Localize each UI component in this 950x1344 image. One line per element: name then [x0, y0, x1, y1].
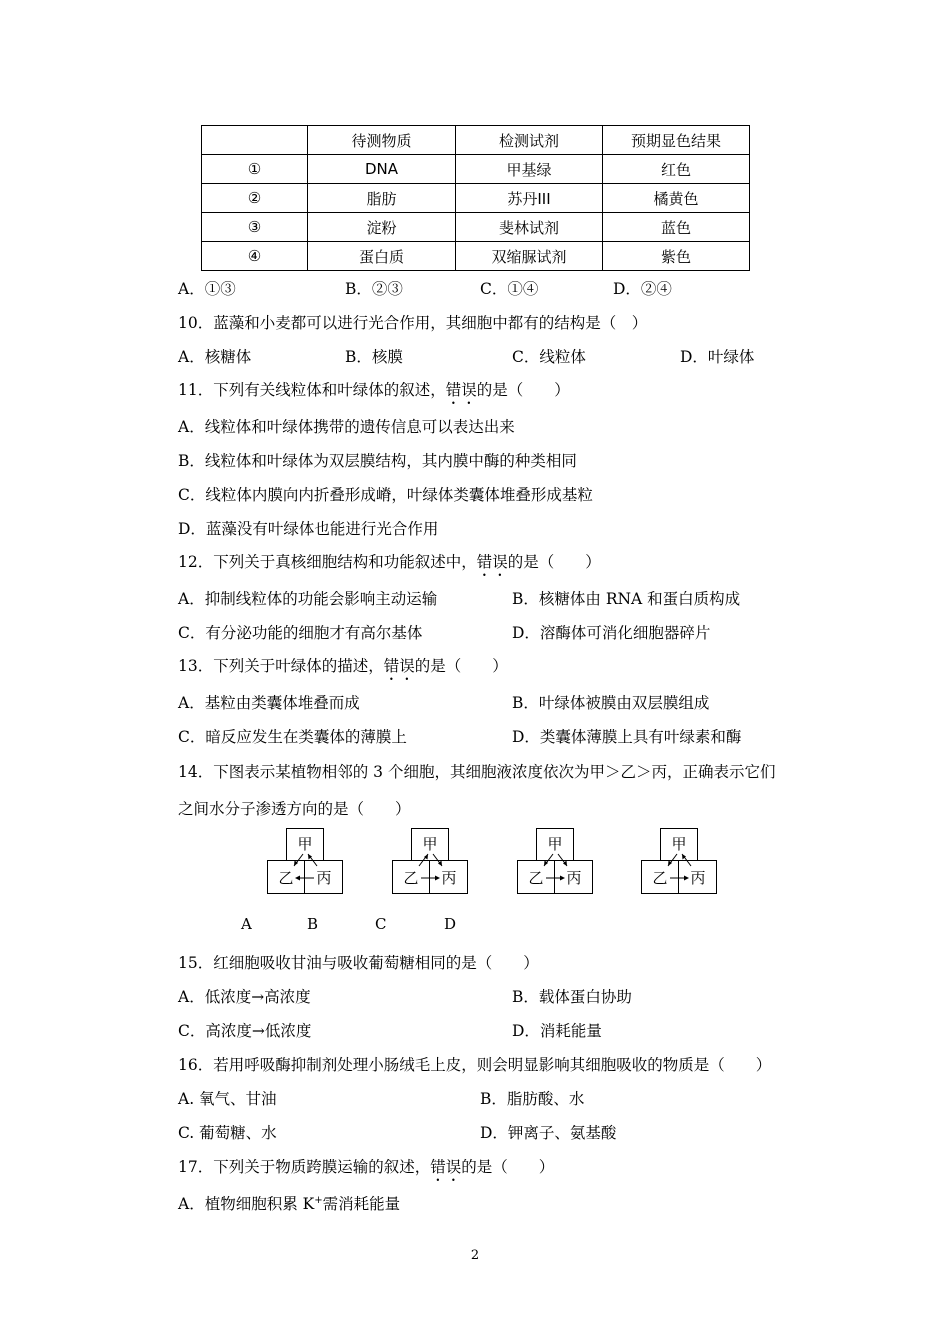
q13-option-b: B．叶绿体被膜由双层膜组成 — [512, 694, 710, 712]
table-cell: 斐林试剂 — [456, 213, 603, 242]
arrow-head — [684, 876, 689, 881]
table-cell: 待测物质 — [308, 126, 456, 155]
table-header-row — [202, 126, 750, 155]
q13-option-d: D．类囊体薄膜上具有叶绿素和酶 — [512, 728, 742, 746]
q14-label-d: D — [444, 915, 457, 933]
q14-diagram-c — [517, 828, 593, 895]
q9-option-a: A．①③ — [178, 280, 236, 298]
q12-option-d: D．溶酶体可消化细胞器碎片 — [512, 624, 711, 642]
q11-stem — [178, 378, 570, 408]
q12-emphasis: 错误 — [476, 553, 508, 571]
table-row — [202, 184, 750, 213]
q12-stem-pre: 12．下列关于真核细胞结构和功能叙述中， — [178, 553, 477, 571]
table-cell: ④ — [202, 242, 308, 271]
q13-stem-post: 的是（ ） — [414, 657, 508, 675]
page-number: 2 — [470, 1248, 480, 1263]
cell-jia-label: 甲 — [671, 835, 687, 853]
reagent-table — [201, 125, 750, 271]
q17-option-a-superscript: + — [314, 1194, 323, 1206]
q17-emphasis: 错误 — [430, 1158, 462, 1176]
q16-option-a: A. 氧气、甘油 — [178, 1090, 277, 1108]
q14-diagram-a — [267, 828, 343, 895]
table-row — [202, 155, 750, 184]
q17-option-a-text-post: 需消耗能量 — [322, 1195, 401, 1213]
cell-bing-label: 丙 — [316, 869, 332, 887]
q15-option-c: C．高浓度→低浓度 — [178, 1022, 312, 1040]
q9-option-b: B．②③ — [345, 280, 403, 298]
q14-label-a: A — [241, 915, 252, 933]
q16-option-b: B．脂肪酸、水 — [480, 1090, 585, 1108]
q11-emphasis: 错误 — [445, 381, 477, 399]
cell-yi-label: 乙 — [652, 869, 668, 887]
q12-option-a: A．抑制线粒体的功能会影响主动运输 — [178, 590, 438, 608]
table-cell: 橘黄色 — [603, 184, 750, 213]
table-cell: 紫色 — [603, 242, 750, 271]
diagram-d-svg — [641, 828, 717, 895]
table-cell: 蛋白质 — [308, 242, 456, 271]
q16-option-d: D．钾离子、氨基酸 — [480, 1124, 617, 1142]
table-cell: 苏丹III — [456, 184, 603, 213]
table-cell: ② — [202, 184, 308, 213]
table-cell: DNA — [308, 155, 456, 184]
q16-stem: 16．若用呼吸酶抑制剂处理小肠绒毛上皮，则会明显影响其细胞吸收的物质是（ ） — [178, 1056, 772, 1074]
cell-bing-label: 丙 — [566, 869, 582, 887]
table-cell: 脂肪 — [308, 184, 456, 213]
table-row — [202, 242, 750, 271]
q11-option-b: B．线粒体和叶绿体为双层膜结构，其内膜中酶的种类相同 — [178, 452, 577, 470]
diagram-c-svg — [517, 828, 593, 895]
table-cell: 淀粉 — [308, 213, 456, 242]
q15-option-b: B．载体蛋白协助 — [512, 988, 632, 1006]
q12-stem-post: 的是（ ） — [507, 553, 601, 571]
q10-option-b: B．核膜 — [345, 348, 403, 366]
q14-stem-line2: 之间水分子渗透方向的是（ ） — [178, 800, 411, 818]
q13-option-c: C．暗反应发生在类囊体的薄膜上 — [178, 728, 407, 746]
q10-option-d: D．叶绿体 — [680, 348, 755, 366]
q14-label-c: C — [375, 915, 387, 933]
cell-yi-label: 乙 — [528, 869, 544, 887]
q17-stem-post: 的是（ ） — [461, 1158, 555, 1176]
q17-stem-pre: 17．下列关于物质跨膜运输的叙述， — [178, 1158, 431, 1176]
cell-bing-label: 丙 — [690, 869, 706, 887]
q11-option-a: A．线粒体和叶绿体携带的遗传信息可以表达出来 — [178, 418, 515, 436]
cell-jia-label: 甲 — [297, 835, 313, 853]
diagram-a-svg — [267, 828, 343, 895]
q9-option-d: D．②④ — [613, 280, 672, 298]
cell-yi-label: 乙 — [403, 869, 419, 887]
q13-emphasis: 错误 — [383, 657, 415, 675]
q13-stem-pre: 13．下列关于叶绿体的描述， — [178, 657, 384, 675]
q9-option-c: C．①④ — [480, 280, 539, 298]
q14-label-b: B — [307, 915, 319, 933]
table-cell: 双缩脲试剂 — [456, 242, 603, 271]
table-cell: ① — [202, 155, 308, 184]
q14-diagram-b — [392, 828, 468, 895]
cell-yi-label: 乙 — [278, 869, 294, 887]
q11-option-c: C．线粒体内膜向内折叠形成嵴，叶绿体类囊体堆叠形成基粒 — [178, 486, 593, 504]
q14-diagram-d — [641, 828, 717, 895]
cell-jia-label: 甲 — [547, 835, 563, 853]
arrow-head — [435, 876, 440, 881]
q12-stem — [178, 550, 601, 580]
diagram-b-svg — [392, 828, 468, 895]
q12-option-b: B．核糖体由 RNA 和蛋白质构成 — [512, 590, 741, 608]
q16-option-c: C. 葡萄糖、水 — [178, 1124, 277, 1142]
q11-stem-pre: 11．下列有关线粒体和叶绿体的叙述， — [178, 381, 446, 399]
table-cell: 检测试剂 — [456, 126, 603, 155]
q17-stem — [178, 1155, 554, 1185]
q13-stem — [178, 654, 508, 684]
table-row — [202, 213, 750, 242]
q10-option-a: A．核糖体 — [178, 348, 252, 366]
q17-option-a-text: A．植物细胞积累 K — [178, 1195, 315, 1213]
table-cell: ③ — [202, 213, 308, 242]
q11-option-d: D．蓝藻没有叶绿体也能进行光合作用 — [178, 520, 439, 538]
table-cell: 红色 — [603, 155, 750, 184]
q10-stem: 10．蓝藻和小麦都可以进行光合作用，其细胞中都有的结构是（ ） — [178, 314, 648, 332]
table-cell: 蓝色 — [603, 213, 750, 242]
cell-bing-label: 丙 — [441, 869, 457, 887]
table-cell — [202, 126, 308, 155]
arrow-head — [295, 876, 300, 881]
cell-jia-label: 甲 — [422, 835, 438, 853]
q15-stem: 15．红细胞吸收甘油与吸收葡萄糖相同的是（ ） — [178, 954, 539, 972]
q14-stem-line1: 14．下图表示某植物相邻的 3 个细胞，其细胞液浓度依次为甲＞乙＞丙，正确表示它们 — [178, 763, 776, 781]
arrow-head — [560, 876, 565, 881]
q17-option-a — [178, 1192, 400, 1214]
q12-option-c: C．有分泌功能的细胞才有高尔基体 — [178, 624, 423, 642]
q10-option-c: C．线粒体 — [512, 348, 586, 366]
q11-stem-post: 的是（ ） — [476, 381, 570, 399]
q13-option-a: A．基粒由类囊体堆叠而成 — [178, 694, 360, 712]
table-cell: 预期显色结果 — [603, 126, 750, 155]
q15-option-a: A．低浓度→高浓度 — [178, 988, 311, 1006]
table-cell: 甲基绿 — [456, 155, 603, 184]
q15-option-d: D．消耗能量 — [512, 1022, 602, 1040]
